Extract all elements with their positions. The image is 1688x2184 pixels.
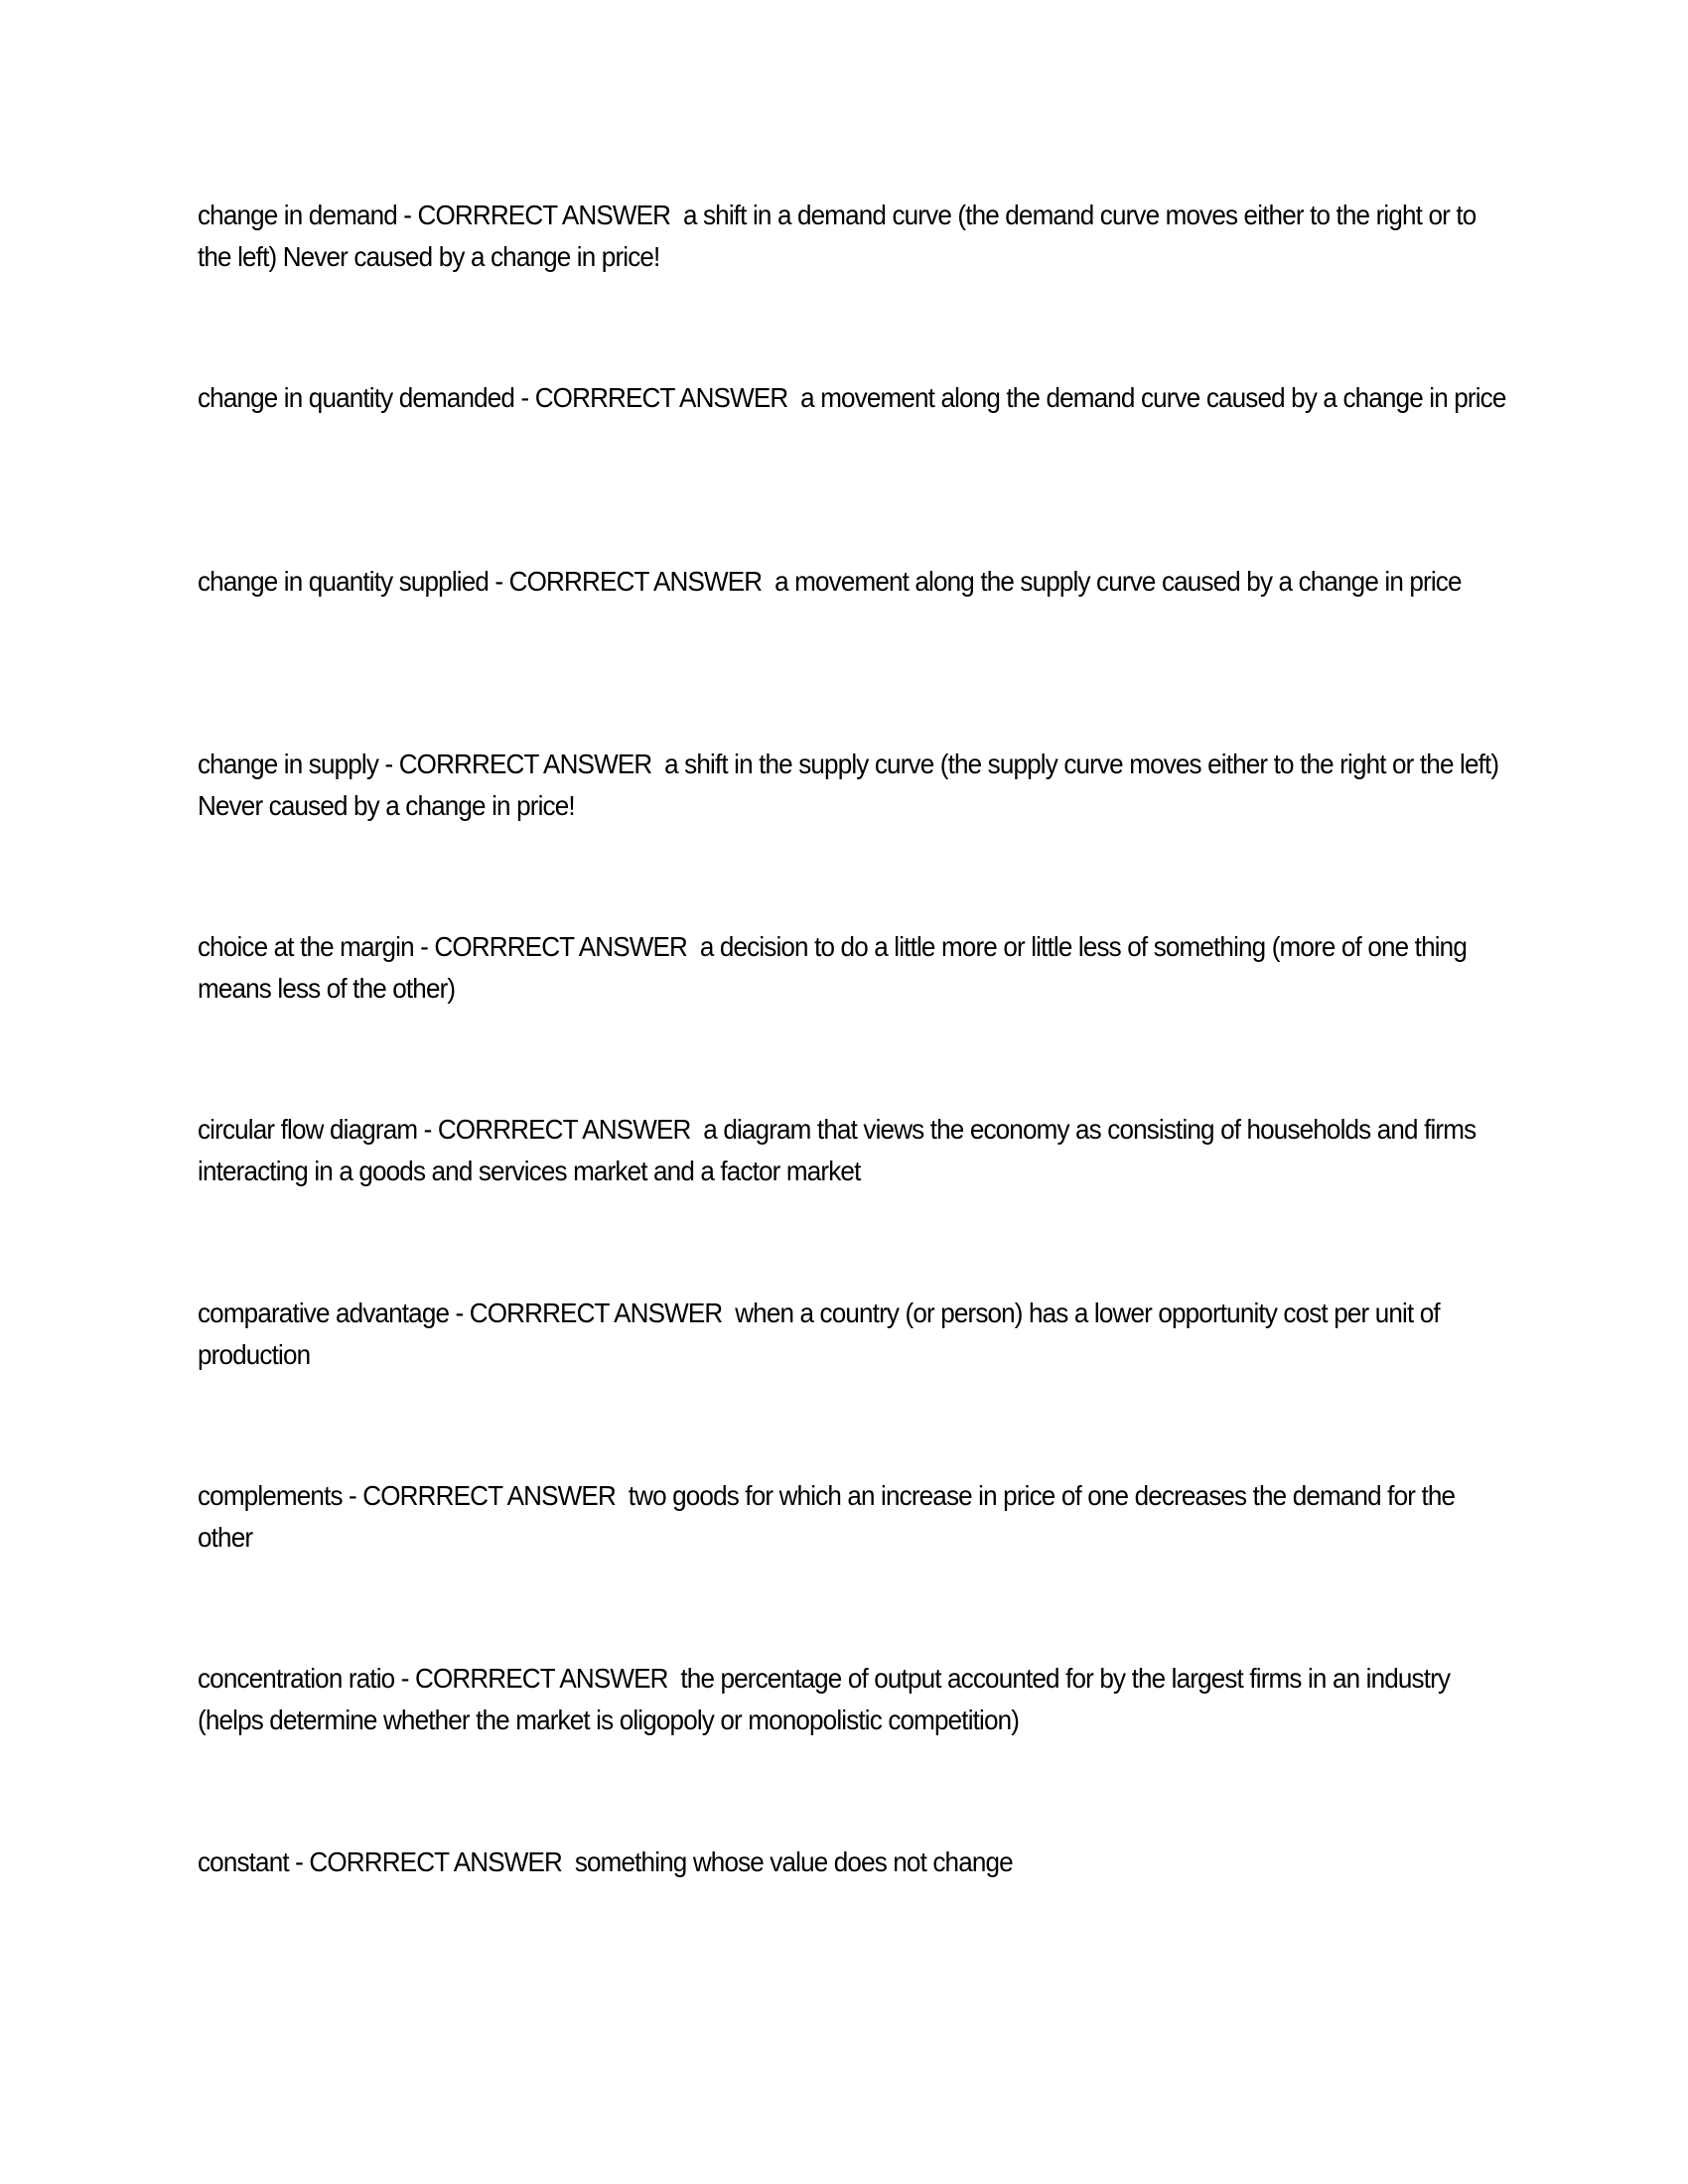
entry-text <box>198 1658 1509 1741</box>
entry-separator: - <box>413 931 435 963</box>
entry-definition: when a country (or person) has a lower opportunity cost per unit of production <box>198 1297 1440 1370</box>
entry-separator: - <box>378 748 399 779</box>
entry-separator: - <box>342 1480 363 1512</box>
flashcard-entry <box>198 377 1508 560</box>
answer-label: CORRRECT ANSWER <box>434 931 688 963</box>
entry-definition: two goods for which an increase in price of one decreases the demand for the other <box>198 1480 1456 1554</box>
flashcard-list <box>198 195 1508 2024</box>
entry-term: change in supply <box>198 748 379 779</box>
flashcard-entry <box>198 1109 1508 1292</box>
entry-term: choice at the margin <box>198 931 414 963</box>
entry-text <box>198 561 1509 603</box>
entry-definition: a movement along the supply curve caused by a change in price <box>774 565 1462 597</box>
entry-separator: - <box>394 1663 415 1695</box>
entry-text <box>198 926 1509 1010</box>
entry-term: constant <box>198 1845 289 1877</box>
answer-label: CORRRECT ANSWER <box>414 1663 668 1695</box>
entry-text <box>198 1293 1509 1376</box>
flashcard-entry <box>198 1475 1508 1658</box>
entry-term: change in quantity supplied <box>198 565 490 597</box>
answer-label: CORRRECT ANSWER <box>469 1297 723 1328</box>
entry-separator: - <box>396 200 418 230</box>
answer-label: CORRRECT ANSWER <box>437 1114 691 1146</box>
flashcard-entry <box>198 1293 1508 1475</box>
entry-term: circular flow diagram <box>198 1114 418 1146</box>
entry-definition: a decision to do a little more or little less of something (more of one thing means less of the other) <box>198 931 1467 1005</box>
entry-text <box>198 1842 1509 1883</box>
entry-text <box>198 195 1509 278</box>
answer-label: CORRRECT ANSWER <box>534 382 788 414</box>
flashcard-entry <box>198 1658 1508 1841</box>
entry-text <box>198 1109 1509 1192</box>
entry-text <box>198 377 1509 419</box>
flashcard-entry <box>198 561 1508 744</box>
entry-text <box>198 1475 1509 1559</box>
entry-definition: a diagram that views the economy as consisting of households and firms interacting in a goods and services market and a factor market <box>198 1114 1477 1187</box>
entry-term: complements <box>198 1480 343 1512</box>
flashcard-entry <box>198 1842 1508 2024</box>
entry-separator: - <box>489 565 509 597</box>
entry-separator: - <box>514 382 535 414</box>
entry-term: concentration ratio <box>198 1663 395 1695</box>
answer-label: CORRRECT ANSWER <box>309 1845 563 1877</box>
entry-definition: a movement along the demand curve caused by a change in price <box>800 382 1506 414</box>
entry-definition: a shift in a demand curve (the demand curve moves either to the right or to the left) Never caused by a change in price! <box>198 200 1477 272</box>
entry-text <box>198 744 1509 827</box>
answer-label: CORRRECT ANSWER <box>508 565 763 597</box>
entry-definition: a shift in the supply curve (the supply curve moves either to the right or the left) Never caused by a change in price! <box>198 748 1499 821</box>
flashcard-entry <box>198 926 1508 1109</box>
entry-separator: - <box>449 1297 470 1328</box>
entry-term: comparative advantage <box>198 1297 450 1328</box>
answer-label: CORRRECT ANSWER <box>362 1480 616 1512</box>
flashcard-entry <box>198 195 1508 377</box>
entry-term: change in demand <box>198 200 397 230</box>
entry-separator: - <box>288 1845 310 1877</box>
entry-term: change in quantity demanded <box>198 382 515 414</box>
answer-label: CORRRECT ANSWER <box>417 200 671 230</box>
entry-separator: - <box>417 1114 438 1146</box>
flashcard-entry <box>198 744 1508 926</box>
entry-definition: something whose value does not change <box>574 1845 1013 1877</box>
answer-label: CORRRECT ANSWER <box>398 748 652 779</box>
entry-definition: the percentage of output accounted for by the largest firms in an industry (helps determine whether the market is oligopoly or monopolistic competition) <box>198 1663 1451 1736</box>
